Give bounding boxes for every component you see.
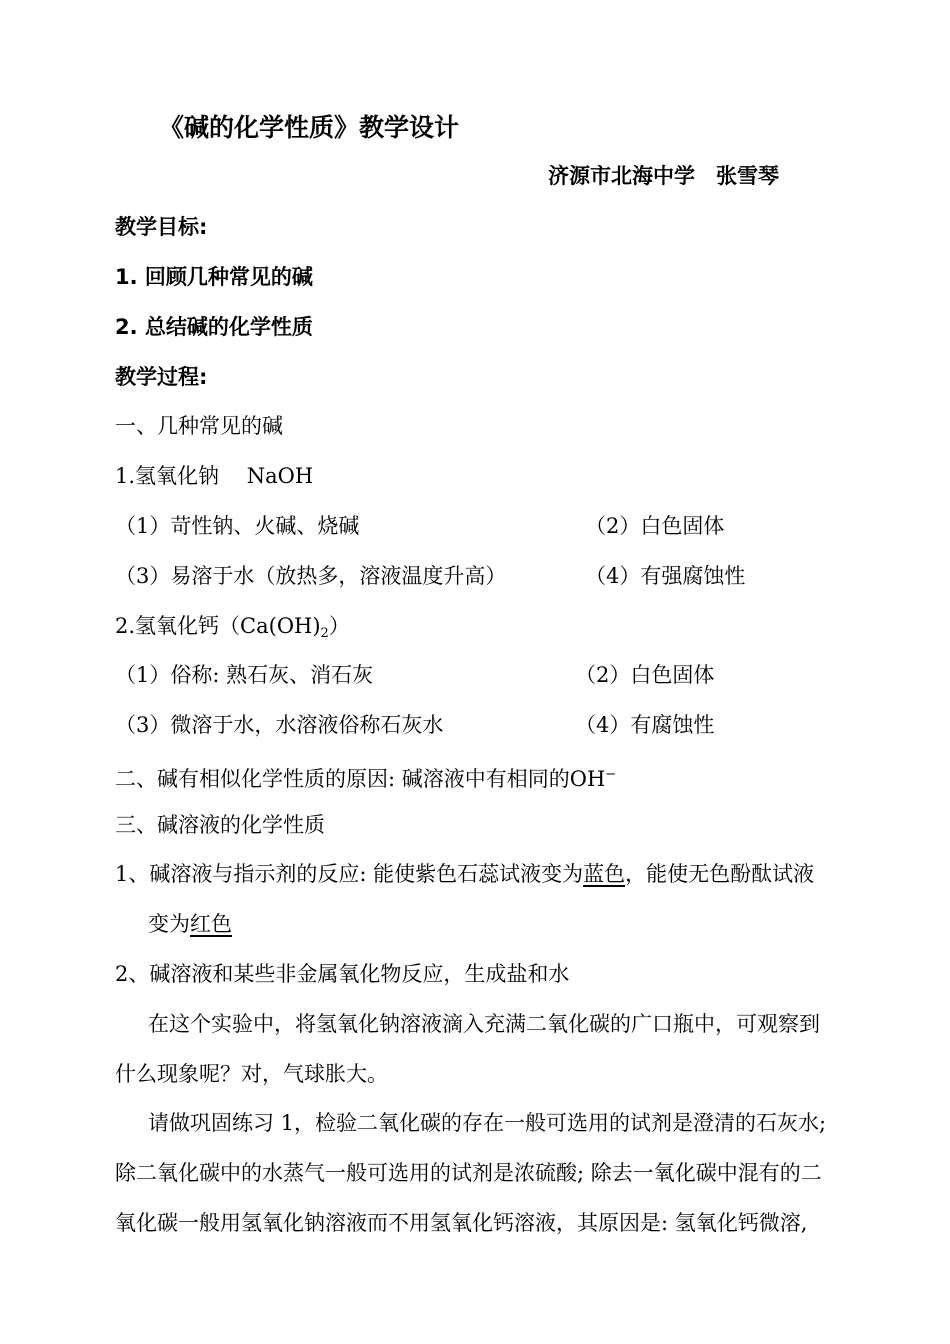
- section2-text: [115, 762, 616, 792]
- caoh2-heading: [115, 613, 350, 647]
- caoh2-property: （2）白色固体: [575, 663, 715, 687]
- caoh2-heading-prefix: 2.氢氧化钙（Ca(OH): [115, 614, 321, 638]
- indicator-text-part1: 1、碱溶液与指示剂的反应: 能使紫色石蕊试液变为: [115, 862, 584, 886]
- naoh-property: （2）白色固体: [585, 514, 725, 538]
- caoh2-subscript: 2: [320, 626, 329, 641]
- caoh2-heading-suffix: ）: [328, 614, 350, 638]
- red-color-answer: 红色: [190, 912, 232, 936]
- blue-color-answer: 蓝色: [583, 862, 626, 886]
- oxide-reaction-heading: 2、碱溶液和某些非金属氧化物反应，生成盐和水: [115, 962, 570, 986]
- paragraph-line: 在这个实验中，将氢氧化钠溶液滴入充满二氧化碳的广口瓶中，可观察到: [148, 1012, 820, 1036]
- naoh-property: （4）有强腐蚀性: [585, 564, 746, 588]
- indicator-reaction-line2: [148, 911, 232, 937]
- paragraph-line: 什么现象呢？对，气球胀大。: [115, 1062, 388, 1086]
- paragraph-line: 请做巩固练习 1，检验二氧化碳的存在一般可选用的试剂是澄清的石灰水;: [148, 1111, 827, 1135]
- caoh2-property: （1）俗称: 熟石灰、消石灰: [115, 663, 374, 687]
- objectives-heading: 教学目标:: [115, 215, 208, 239]
- paragraph-line: 除二氧化碳中的水蒸气一般可选用的试剂是浓硫酸; 除去一氧化碳中混有的二: [115, 1161, 822, 1185]
- section2-main: 二、碱有相似化学性质的原因: 碱溶液中有相同的OH: [115, 767, 606, 791]
- section1-heading: 一、几种常见的碱: [115, 414, 283, 438]
- indicator-line2-prefix: 变为: [148, 912, 190, 936]
- process-heading: 教学过程:: [115, 365, 208, 389]
- objective-item: 2. 总结碱的化学性质: [115, 315, 313, 339]
- naoh-heading: 1.氢氧化钠 NaOH: [115, 464, 314, 488]
- naoh-property: （1）苛性钠、火碱、烧碱: [115, 514, 360, 538]
- hydroxide-charge: −: [605, 767, 617, 782]
- caoh2-property: （4）有腐蚀性: [575, 713, 715, 737]
- paragraph-line: 氧化碳一般用氢氧化钠溶液而不用氢氧化钙溶液，其原因是: 氢氧化钙微溶,: [115, 1211, 808, 1235]
- indicator-reaction-line1: [115, 861, 814, 887]
- section3-heading: 三、碱溶液的化学性质: [115, 813, 325, 837]
- document-title: 《碱的化学性质》教学设计: [159, 113, 460, 142]
- indicator-text-part2: ，能使无色酚酞试液: [625, 862, 815, 886]
- naoh-property: （3）易溶于水（放热多，溶液温度升高）: [115, 564, 507, 588]
- objective-item: 1. 回顾几种常见的碱: [115, 265, 313, 289]
- caoh2-property: （3）微溶于水，水溶液俗称石灰水: [115, 713, 444, 737]
- document-author: 济源市北海中学 张雪琴: [548, 164, 779, 188]
